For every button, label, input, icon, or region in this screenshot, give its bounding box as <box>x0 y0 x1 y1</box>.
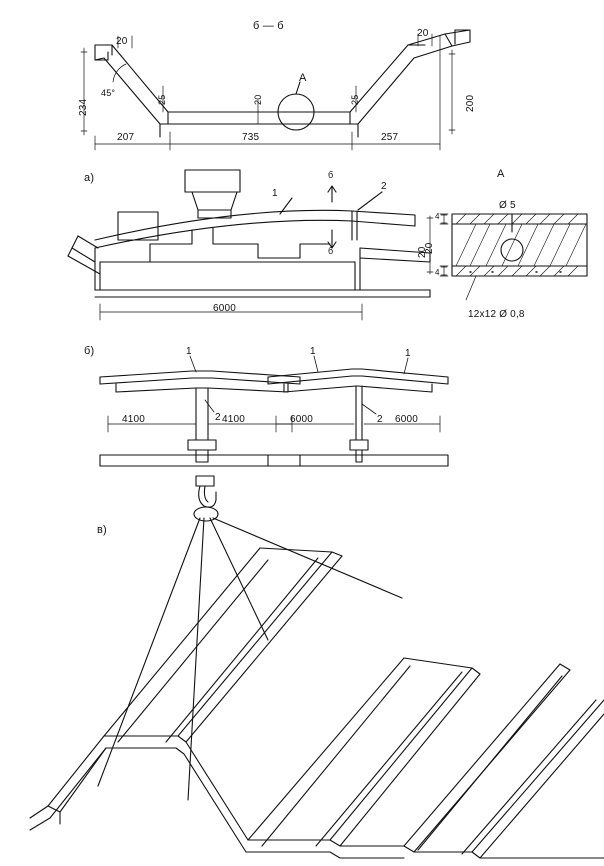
panel-b-label: б) <box>84 345 95 357</box>
panel-b-right-callout-3: 2 <box>377 414 383 425</box>
section-title: б — б <box>253 20 284 32</box>
panel-a-height: 20 <box>417 246 428 258</box>
dim-base-mid: 735 <box>242 132 260 143</box>
dim-left-web: 25 <box>157 94 167 105</box>
panel-b-right-dim-2: 6000 <box>395 414 419 425</box>
dim-left-flange-top: 20 <box>116 36 128 47</box>
panel-b-left-dim-1: 4100 <box>122 414 146 425</box>
dim-base-left: 207 <box>117 132 135 143</box>
panel-a-label: а) <box>84 172 95 184</box>
panel-a-callout-1: 1 <box>272 188 278 199</box>
angle-arc-45 <box>113 64 126 82</box>
detail-A-dim-right: 20 <box>424 242 435 254</box>
dim-right-web: 25 <box>350 94 360 105</box>
detail-A-drawing <box>427 214 587 300</box>
panel-b-left-dim-2: 4100 <box>222 414 246 425</box>
dim-right-flange-top: 20 <box>417 28 429 39</box>
dim-base-right: 257 <box>381 132 399 143</box>
section-dimension-lines <box>81 34 455 150</box>
panel-v-drawing <box>30 476 604 858</box>
panel-a-overall-length: 6000 <box>213 303 237 314</box>
detail-A-dim-top: 4 <box>435 212 440 221</box>
panel-a-drawing <box>68 170 430 320</box>
callout-detail-A: А <box>299 72 307 84</box>
detail-A-dim-bottom: 4 <box>435 268 440 277</box>
dim-right-height: 200 <box>465 94 476 112</box>
panel-v-label: в) <box>97 524 107 536</box>
dim-left-height: 234 <box>78 98 89 116</box>
section-profile-outline <box>95 30 470 137</box>
panel-a-section-mark-top: б <box>328 170 334 180</box>
panel-b-right-dim-1: 6000 <box>290 414 314 425</box>
panel-a-section-mark-bottom: б <box>328 246 334 256</box>
panel-b-right-callout-2: 1 <box>405 348 411 359</box>
panel-a-callout-2: 2 <box>381 181 387 192</box>
panel-b-right-callout-1: 1 <box>310 346 316 357</box>
panel-b-left-callout-2: 2 <box>215 412 221 423</box>
dim-left-angle: 45° <box>101 88 116 98</box>
panel-b-left-callout-1: 1 <box>186 346 192 357</box>
panel-b-drawing <box>100 356 448 466</box>
dim-mid-thickness: 20 <box>253 94 263 105</box>
detail-A-label: А <box>497 168 505 180</box>
detail-A-hole: Ø 5 <box>499 200 516 211</box>
detail-A-mesh-note: 12x12 Ø 0,8 <box>468 309 525 320</box>
